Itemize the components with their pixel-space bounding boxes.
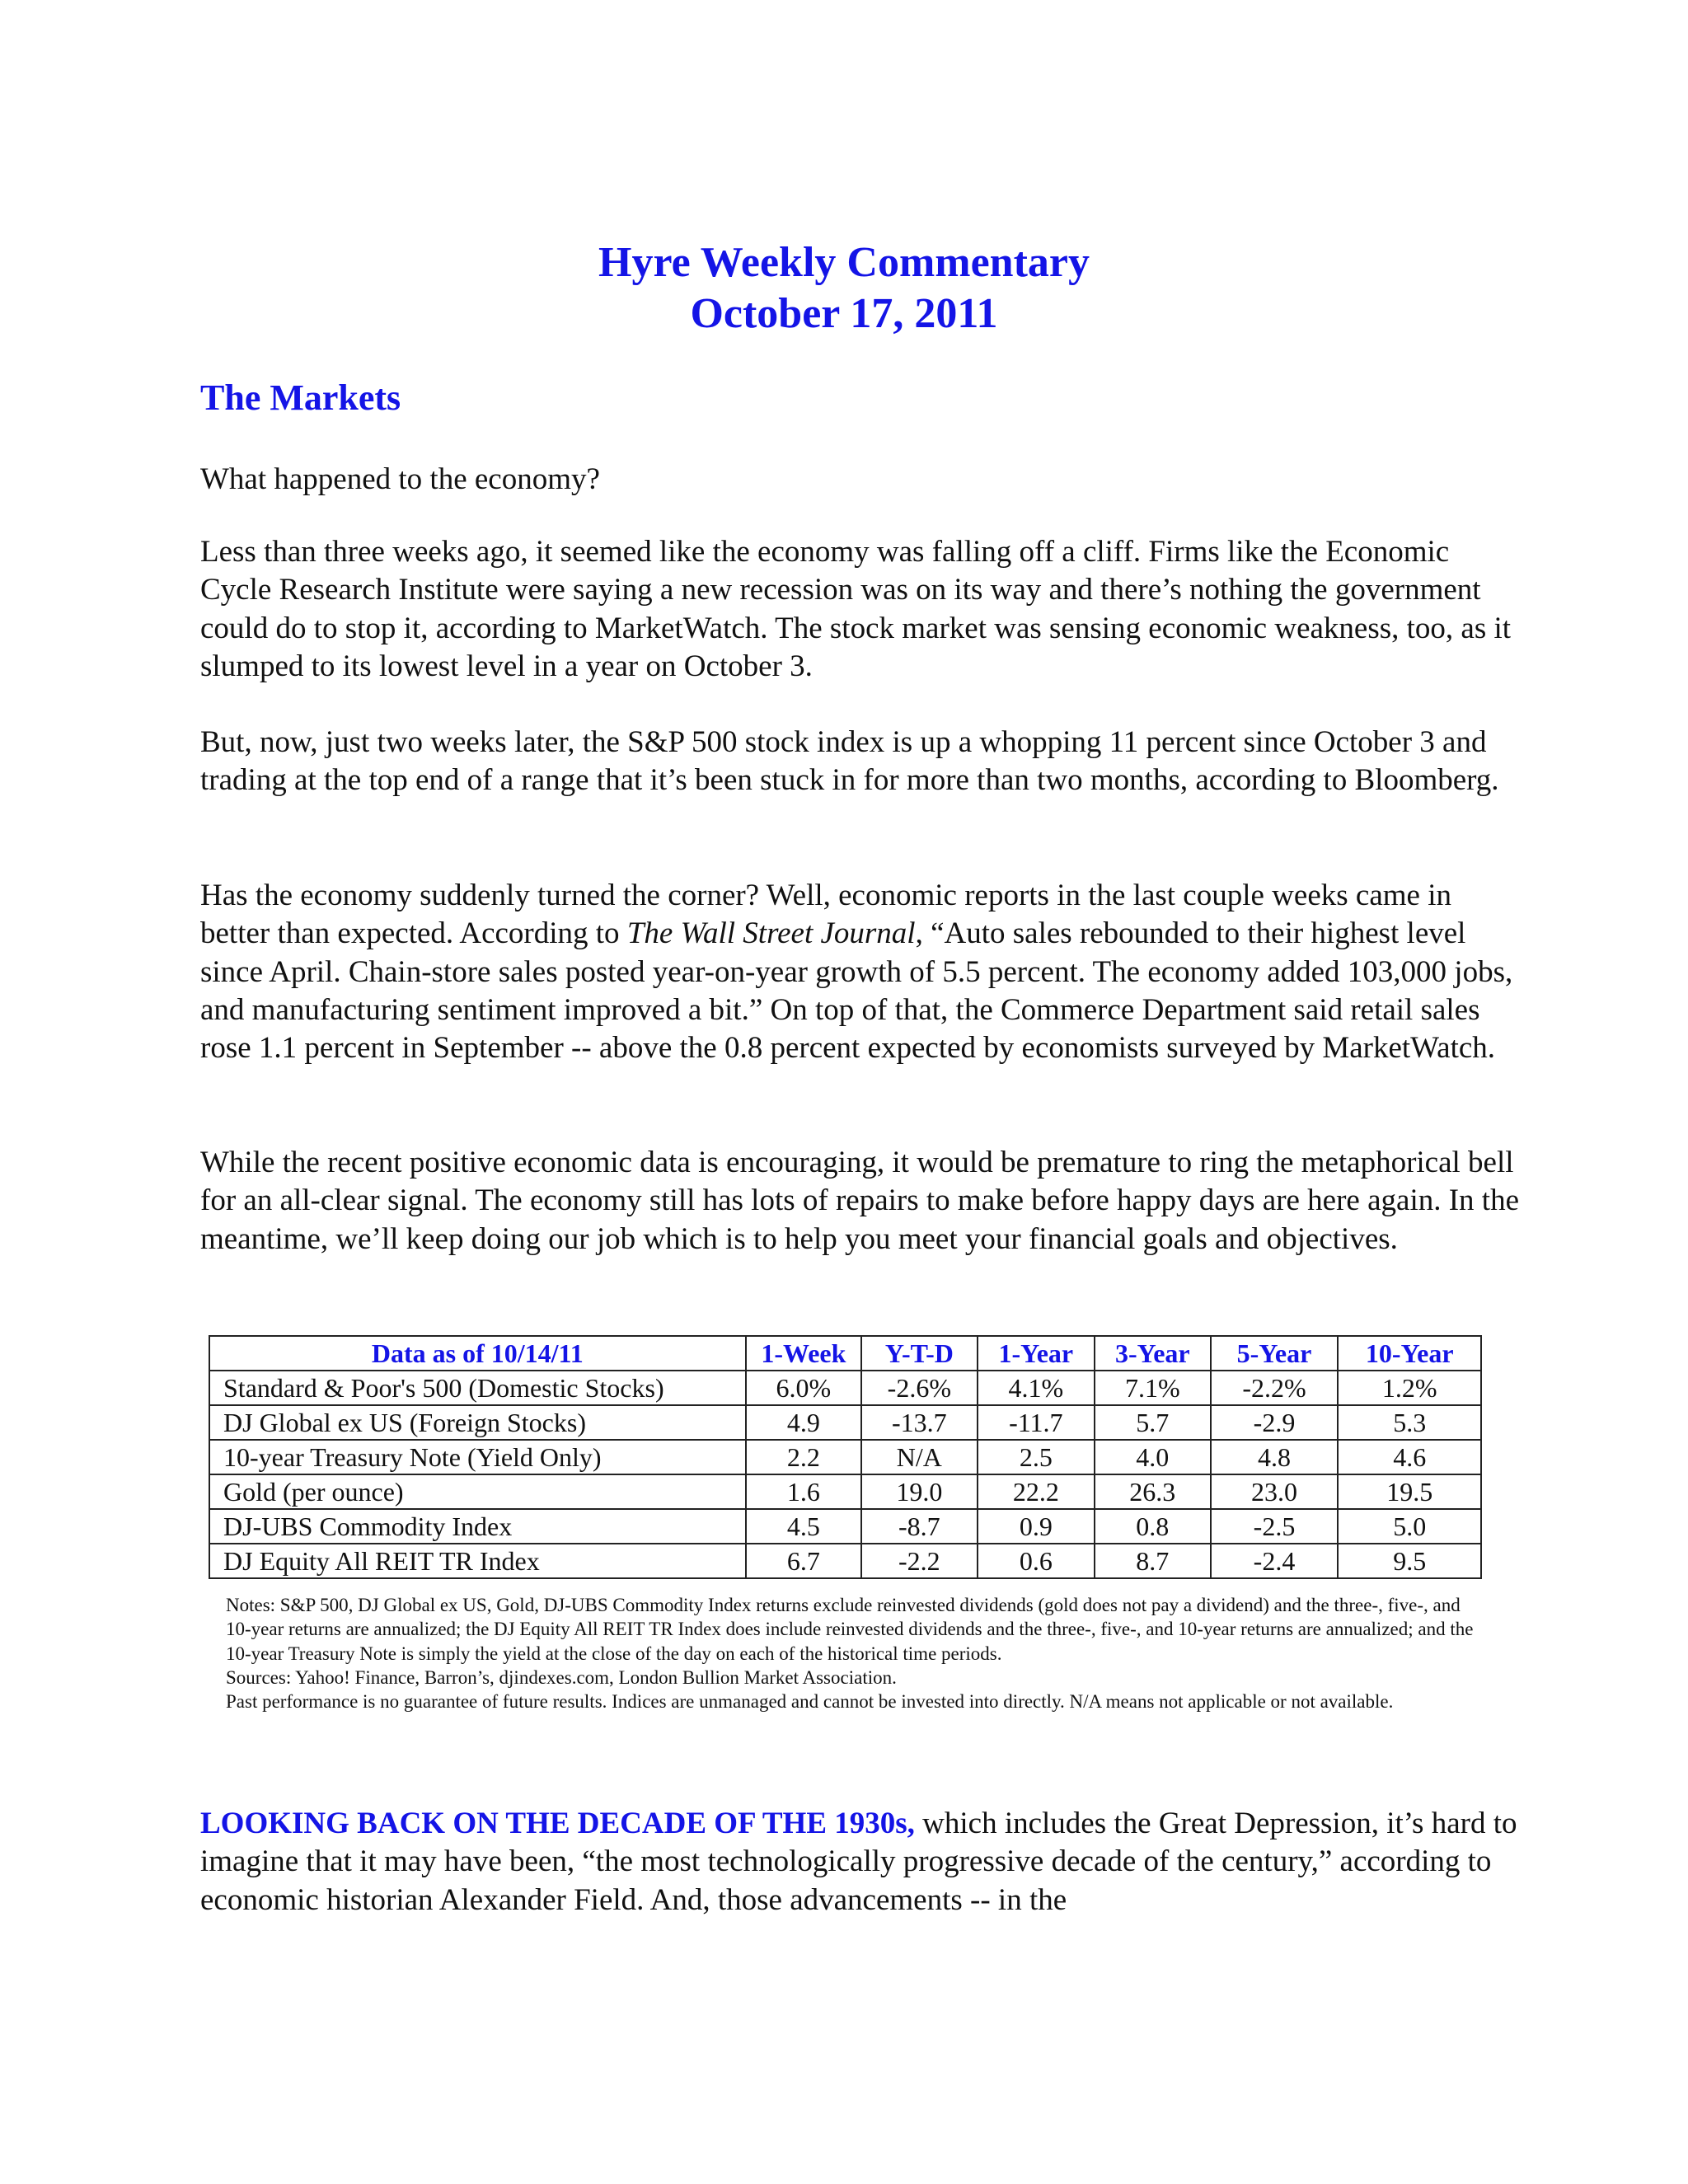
column-header-ytd: Y-T-D (861, 1336, 977, 1371)
table-cell: 6.0% (746, 1371, 861, 1405)
table-cell: 0.6 (978, 1544, 1095, 1578)
table-cell: 4.1% (978, 1371, 1095, 1405)
table-cell: 1.6 (746, 1474, 861, 1509)
table-cell: -2.6% (861, 1371, 977, 1405)
footnote-sources: Sources: Yahoo! Finance, Barron’s, djindexes.com, London Bullion Market Association. (226, 1666, 897, 1688)
table-cell: 4.6 (1338, 1440, 1481, 1474)
table-row (209, 1371, 1481, 1405)
table-cell: 5.7 (1095, 1405, 1210, 1440)
table-cell: 5.0 (1338, 1509, 1481, 1544)
table-cell: 22.2 (978, 1474, 1095, 1509)
table-cell: -11.7 (978, 1405, 1095, 1440)
table-cell: -2.4 (1211, 1544, 1339, 1578)
column-header-data-as-of: Data as of 10/14/11 (209, 1336, 746, 1371)
table-footnotes (226, 1593, 1479, 1713)
table-cell: -2.9 (1211, 1405, 1339, 1440)
table-cell: 2.2 (746, 1440, 861, 1474)
table-cell-index-name: DJ-UBS Commodity Index (209, 1509, 746, 1544)
table-row (209, 1440, 1481, 1474)
paragraph-sp500-rally: But, now, just two weeks later, the S&P 500 stock index is up a whopping 11 percent since October 3 and trading at the top end of a range that it’s been stuck in for more than two months, according to Bloomberg. (200, 725, 1499, 798)
table-cell: N/A (861, 1440, 977, 1474)
table-row (209, 1509, 1481, 1544)
table-cell: 7.1% (1095, 1371, 1210, 1405)
table-cell-index-name: Standard & Poor's 500 (Domestic Stocks) (209, 1371, 746, 1405)
paragraph-1930s (200, 1805, 1519, 1919)
market-data-table (209, 1335, 1482, 1579)
table-cell: 5.3 (1338, 1405, 1481, 1440)
table-cell-index-name: 10-year Treasury Note (Yield Only) (209, 1440, 746, 1474)
paragraph-text: Has the economy suddenly turned the corner? Well, economic reports in the last couple weeks came in better than expected. According to (200, 879, 1451, 951)
paragraph-lead-heading: LOOKING BACK ON THE DECADE OF THE 1930s, (200, 1807, 915, 1840)
table-cell-index-name: DJ Global ex US (Foreign Stocks) (209, 1405, 746, 1440)
table-cell: 26.3 (1095, 1474, 1210, 1509)
table-cell: 2.5 (978, 1440, 1095, 1474)
paragraph-outlook: While the recent positive economic data is encouraging, it would be premature to ring the metaphorical bell for an all-clear signal. The economy still has lots of repairs to make before happy days are here again. In the meantime, we’ll keep doing our job which is to help you meet your financial goals and objectives. (200, 1146, 1519, 1256)
table-cell: 8.7 (1095, 1544, 1210, 1578)
table-cell: 4.5 (746, 1509, 861, 1544)
table-cell: 19.5 (1338, 1474, 1481, 1509)
table-cell-index-name: Gold (per ounce) (209, 1474, 746, 1509)
table-row (209, 1405, 1481, 1440)
column-header-3-year: 3-Year (1095, 1336, 1210, 1371)
table-cell: 4.9 (746, 1405, 861, 1440)
footnote-disclaimer: Past performance is no guarantee of future results. Indices are unmanaged and cannot be invested into directly. N/A means not applicable or not available. (226, 1691, 1394, 1713)
table-cell: -13.7 (861, 1405, 977, 1440)
table-cell: 4.0 (1095, 1440, 1210, 1474)
table-cell: 19.0 (861, 1474, 977, 1509)
table-cell: -2.5 (1211, 1509, 1339, 1544)
section-heading-markets: The Markets (200, 377, 401, 418)
paragraph-question: What happened to the economy? (200, 462, 600, 496)
table-cell: -2.2 (861, 1544, 977, 1578)
table-cell: 9.5 (1338, 1544, 1481, 1578)
table-row (209, 1544, 1481, 1578)
paragraph-economic-reports (200, 877, 1519, 1067)
document-title: Hyre Weekly Commentary (598, 239, 1090, 286)
paragraph-text: which includes the Great Depression, it’s hard to imagine that it may have been, “the most technologically progressive decade of the century,” according to economic historian Alexander Field. And, those advancements -- in the (200, 1807, 1517, 1917)
document-date: October 17, 2011 (690, 290, 998, 337)
table-cell: 4.8 (1211, 1440, 1339, 1474)
paragraph-text: , “Auto sales rebounded to their highest level since April. Chain-store sales posted year-on-year growth of 5.5 percent. The economy added 103,000 jobs, and manufacturing sentiment improved a bit.” On top of that, the Commerce Department said retail sales rose 1.1 percent in September -- above the 0.8 percent expected by economists surveyed by MarketWatch. (200, 916, 1513, 1066)
paragraph-recession-fears: Less than three weeks ago, it seemed like the economy was falling off a cliff. Firms like the Economic Cycle Research Institute were saying a new recession was on its way and there’s nothing the government could do to stop it, according to MarketWatch. The stock market was sensing economic weakness, too, as it slumped to its lowest level in a year on October 3. (200, 535, 1512, 683)
footnote-notes: Notes: S&P 500, DJ Global ex US, Gold, DJ-UBS Commodity Index returns exclude reinvested dividends (gold does not pay a dividend) and the three-, five-, and 10-year returns are annualized; the DJ Equity All REIT TR Index does include reinvested dividends and the three-, five-, and 10-year returns are annualized; and the 10-year Treasury Note is simply the yield at the close of the day on each of the historical time periods. (226, 1595, 1474, 1664)
table-cell: 0.9 (978, 1509, 1095, 1544)
column-header-5-year: 5-Year (1211, 1336, 1339, 1371)
table-cell: 6.7 (746, 1544, 861, 1578)
table-header-row (209, 1336, 1481, 1371)
table-cell-index-name: DJ Equity All REIT TR Index (209, 1544, 746, 1578)
table-row (209, 1474, 1481, 1509)
publication-name: The Wall Street Journal (626, 916, 916, 951)
table-cell: 23.0 (1211, 1474, 1339, 1509)
column-header-10-year: 10-Year (1338, 1336, 1481, 1371)
column-header-1-week: 1-Week (746, 1336, 861, 1371)
table-cell: 1.2% (1338, 1371, 1481, 1405)
table-cell: -2.2% (1211, 1371, 1339, 1405)
table-cell: 0.8 (1095, 1509, 1210, 1544)
table-cell: -8.7 (861, 1509, 977, 1544)
column-header-1-year: 1-Year (978, 1336, 1095, 1371)
